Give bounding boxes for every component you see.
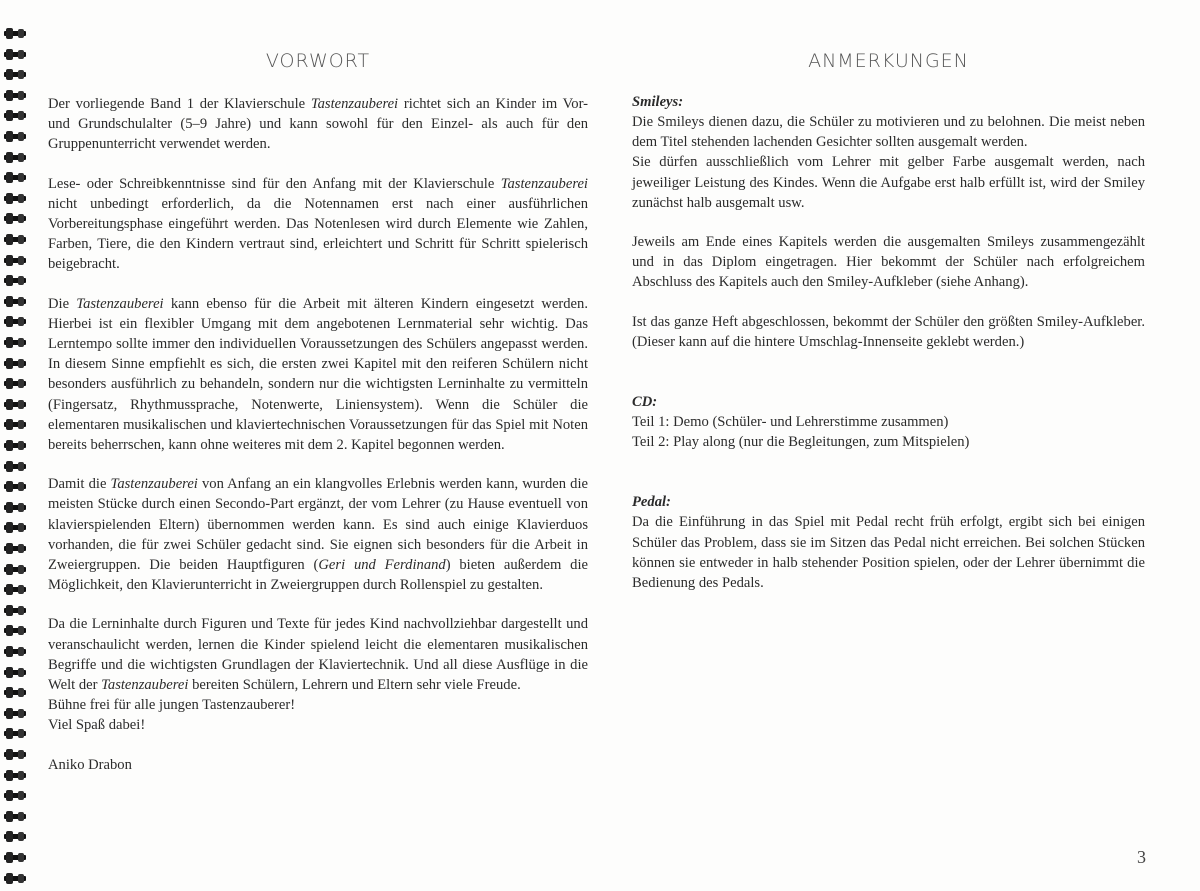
- signature: Aniko Drabon: [48, 756, 132, 773]
- binding-coil: [4, 502, 26, 513]
- binding-coil: [4, 564, 26, 575]
- binding-coil: [4, 543, 26, 554]
- binding-coil: [4, 440, 26, 451]
- binding-coil: [4, 316, 26, 327]
- binding-coil: [4, 605, 26, 616]
- cd-line-1: Teil 1: Demo (Schüler- und Lehrerstimme zusammen): [632, 414, 949, 431]
- binding-coil: [4, 770, 26, 781]
- binding-coil: [4, 728, 26, 739]
- binding-coil: [4, 399, 26, 410]
- pedal-label: Pedal:: [632, 494, 671, 511]
- binding-coil: [4, 358, 26, 369]
- binding-coil: [4, 852, 26, 863]
- notes-heading: ANMERKUNGEN: [808, 50, 969, 72]
- foreword-text: [48, 94, 588, 775]
- binding-coil: [4, 419, 26, 430]
- binding-coil: [4, 873, 26, 884]
- smileys-label: Smileys:: [632, 94, 684, 110]
- smileys-paragraph-4: Ist das ganze Heft abgeschlossen, bekommt der Schüler den größten Smiley-Aufkleber. (Dieser kann auf die hintere Umschlag-Innenseite geklebt werden.): [632, 313, 1145, 350]
- binding-coil: [4, 749, 26, 760]
- binding-coil: [4, 667, 26, 678]
- binding-coil: [4, 378, 26, 389]
- foreword-heading: VORWORT: [265, 50, 371, 72]
- binding-coil: [4, 275, 26, 286]
- smileys-paragraph-1: Die Smileys dienen dazu, die Schüler zu motivieren und zu belohnen. Die meist neben dem Titel stehenden lachenden Gesichter sollten ausgemalt werden.: [632, 114, 1145, 151]
- binding-coil: [4, 69, 26, 80]
- binding-coil: [4, 790, 26, 801]
- foreword-paragraph-4: Damit die Tastenzauberei von Anfang an ein klangvolles Erlebnis werden kann, wurden die meisten Stücke durch einen Secondo-Part ergänzt, der vom Lehrer (zu Hause eventuell von klavierspielenden Eltern) übernommen werden kann. Es sind auch einige Klavierduos vorhanden, die für zwei Schüler gedacht sind. Sie eignen sich besonders für die Arbeit in Zweiergruppen. Die beiden Hauptfiguren (Geri und Ferdinand) bieten außerdem die Möglichkeit, den Klavierunterricht in Zweiergruppen durch Rollenspiel zu gestalten.: [48, 476, 589, 594]
- binding-coil: [4, 213, 26, 224]
- binding-coil: [4, 522, 26, 533]
- smileys-paragraph-3: Jeweils am Ende eines Kapitels werden die ausgemalten Smileys zusammengezählt und in das Diplom eingetragen. Hier bekommt der Schüler nach erfolgreichem Abschluss des Kapitels auch den Smiley-Aufkleber (siehe Anhang).: [632, 234, 1145, 291]
- binding-coil: [4, 625, 26, 636]
- binding-coil: [4, 584, 26, 595]
- binding-coil: [4, 337, 26, 348]
- binding-coil: [4, 255, 26, 266]
- binding-coil: [4, 172, 26, 183]
- cd-label: CD:: [632, 394, 658, 411]
- binding-coil: [4, 708, 26, 719]
- binding-coil: [4, 831, 26, 842]
- binding-coil: [4, 49, 26, 60]
- foreword-paragraph-1: Der vorliegende Band 1 der Klavierschule Tastenzauberei richtet sich an Kinder im Vor- und Grundschulalter (5–9 Jahre) und kann sowohl für den Einzel- als auch für den Gruppenunterricht verwendet werden.: [48, 96, 588, 153]
- binding-coil: [4, 687, 26, 698]
- foreword-paragraph-3: Die Tastenzauberei kann ebenso für die Arbeit mit älteren Kindern eingesetzt werden. Hierbei ist ein flexibler Umgang mit dem angebotenen Lernmaterial sehr wichtig. Das Lerntempo sollte immer den individuellen Voraussetzungen des Schülers angepasst werden. In diesem Sinne empfiehlt es sich, die ersten zwei Kapitel mit den reiferen Schülern nicht besonders ausführlich zu behandeln, sondern nur die wichtigsten Lerninhalte zu vermitteln (Fingersatz, Rhythmussprache, Notenwerte, Liniensystem). Wenn die Schüler die elementaren musikalischen und klaviertechnischen Voraussetzungen für das Spiel mit Noten bereits beherrschen, kann ohne weiteres mit dem 2. Kapitel begonnen werden.: [48, 295, 588, 454]
- binding-coil: [4, 152, 26, 163]
- page-number: 3: [1137, 847, 1146, 867]
- spiral-binding: [0, 0, 30, 891]
- binding-coil: [4, 131, 26, 142]
- binding-coil: [4, 461, 26, 472]
- foreword-paragraph-5: Da die Lerninhalte durch Figuren und Texte für jedes Kind nachvollziehbar dargestellt und veranschaulicht werden, lernen die Kinder spielend leicht die elementaren musikalischen Begriffe und die wichtigsten Grundlagen der Klaviertechnik. Und all diese Ausflüge in die Welt der Tastenzauberei bereiten Schülern, Lehrern und Eltern sehr viele Freude.: [48, 616, 588, 694]
- binding-coil: [4, 296, 26, 307]
- smileys-paragraph-2: Sie dürfen ausschließlich vom Lehrer mit gelber Farbe ausgemalt werden, nach jeweiliger Leistung des Kindes. Wenn die Aufgabe erst halb erfüllt ist, wird der Smiley zunächst halb ausgemalt usw.: [632, 154, 1145, 211]
- binding-coil: [4, 110, 26, 121]
- binding-coil: [4, 646, 26, 657]
- binding-coil: [4, 234, 26, 245]
- foreword-paragraph-2: Lese- oder Schreibkenntnisse sind für den Anfang mit der Klavierschule Tastenzauberei nicht unbedingt erforderlich, da die Notennamen erst nach einer ausführlichen Vorbereitungsphase eingeführt werden. Das Notenlesen wird durch Elemente wie Zahlen, Farben, Tiere, die den Kindern vertraut sind, erleichtert und Schritt für Schritt spielerisch beigebracht.: [48, 175, 588, 273]
- pedal-paragraph: Da die Einführung in das Spiel mit Pedal recht früh erfolgt, ergibt sich bei einigen Schüler das Problem, dass sie im Sitzen das Pedal nicht erreichen. Bei solchen Stücken können sie entweder in halb stehender Position spielen, oder der Lehrer übernimmt die Bedienung des Pedals.: [632, 514, 1145, 592]
- notes-text: [632, 92, 1145, 593]
- cd-line-2: Teil 2: Play along (nur die Begleitungen, zum Mitspielen): [632, 434, 970, 451]
- foreword-line-6: Bühne frei für alle jungen Tastenzauberer!: [48, 697, 296, 714]
- foreword-line-7: Viel Spaß dabei!: [48, 717, 146, 734]
- binding-coil: [4, 193, 26, 204]
- binding-coil: [4, 90, 26, 101]
- binding-coil: [4, 481, 26, 492]
- binding-coil: [4, 28, 26, 39]
- binding-coil: [4, 811, 26, 822]
